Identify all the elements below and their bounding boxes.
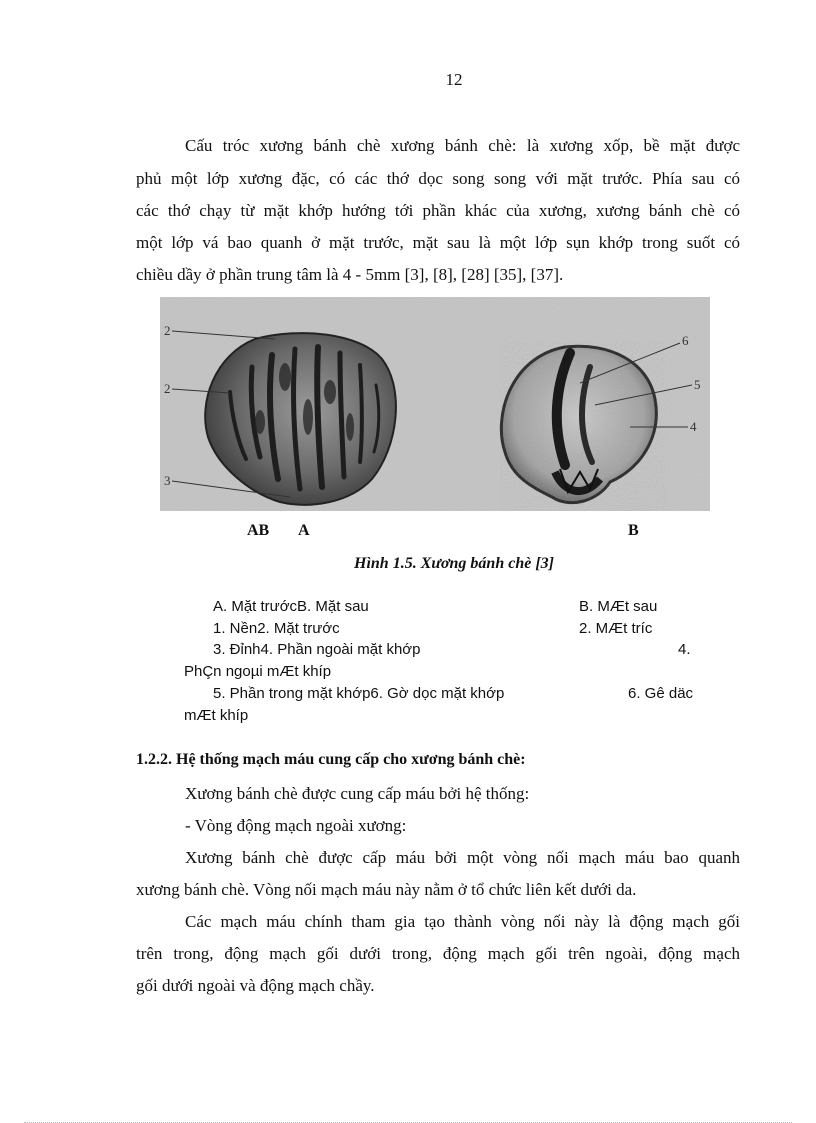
page-number: 12	[445, 70, 463, 89]
legend-item: 3. Đỉnh4. Phần ngoài mặt khớp	[213, 641, 421, 658]
figure-caption: Hình 1.5. Xương bánh chè [3]	[354, 555, 554, 572]
paragraph-line: một lớp vá bao quanh ở mặt trước, mặt sau là một lớp sụn khớp trong suốt có	[136, 233, 740, 252]
body-line: Xương bánh chè được cung cấp máu bởi hệ thống:	[185, 784, 530, 803]
paragraph-line: chiều dầy ở phần trung tâm là 4 - 5mm [3], [8], [28] [35], [37].	[136, 265, 564, 284]
callout-number: 2	[164, 323, 171, 338]
legend-item: 4.	[678, 641, 691, 658]
body-line: Xương bánh chè được cấp máu bởi một vòng nối mạch máu bao quanh	[185, 848, 740, 867]
legend-item: mÆt khíp	[184, 707, 249, 724]
legend-item: B. MÆt sau	[579, 598, 658, 615]
paragraph-line: phủ một lớp xương đặc, có các thớ dọc song song với mặt trước. Phía sau có	[136, 169, 740, 188]
body-line: Các mạch máu chính tham gia tạo thành vòng nối này là động mạch gối	[185, 912, 740, 931]
body-line: gối dưới ngoài và động mạch chầy.	[136, 976, 375, 995]
callout-number: 3	[164, 473, 171, 488]
callout-number: 5	[694, 377, 701, 392]
figure-label-ab: AB	[247, 522, 270, 539]
patella-figure	[160, 297, 710, 511]
body-line: - Vòng động mạch ngoài xương:	[185, 816, 407, 835]
legend-item: 6. Gê däc	[628, 685, 694, 702]
figure-label-a: A	[298, 522, 310, 539]
paragraph-line: các thớ chạy từ mặt khớp hướng tới phần khác của xương, xương bánh chè có	[136, 201, 740, 220]
section-heading: 1.2.2. Hệ thống mạch máu cung cấp cho xương bánh chè:	[136, 751, 526, 768]
callout-number: 2	[164, 381, 171, 396]
body-line: trên trong, động mạch gối dưới trong, động mạch gối trên ngoài, động mạch	[136, 944, 740, 963]
callout-number: 4	[690, 419, 697, 434]
patella-posterior-drawing	[500, 342, 692, 511]
legend-item: A. Mặt trướcB. Mặt sau	[213, 598, 369, 615]
legend-item: 2. MÆt tríc	[579, 620, 653, 637]
legend-item: PhÇn ngoµi mÆt khíp	[184, 663, 332, 680]
callout-number: 6	[682, 333, 689, 348]
legend-item: 5. Phần trong mặt khớp6. Gờ dọc mặt khớp	[213, 685, 505, 702]
figure-label-b: B	[628, 522, 639, 539]
legend-item: 1. Nền2. Mặt trước	[213, 620, 340, 637]
body-line: xương bánh chè. Vòng nối mạch máu này nằm ở tổ chức liên kết dưới da.	[136, 880, 637, 899]
paragraph-line: Cấu tróc xương bánh chè xương bánh chè: là xương xốp, bề mặt được	[185, 136, 740, 155]
